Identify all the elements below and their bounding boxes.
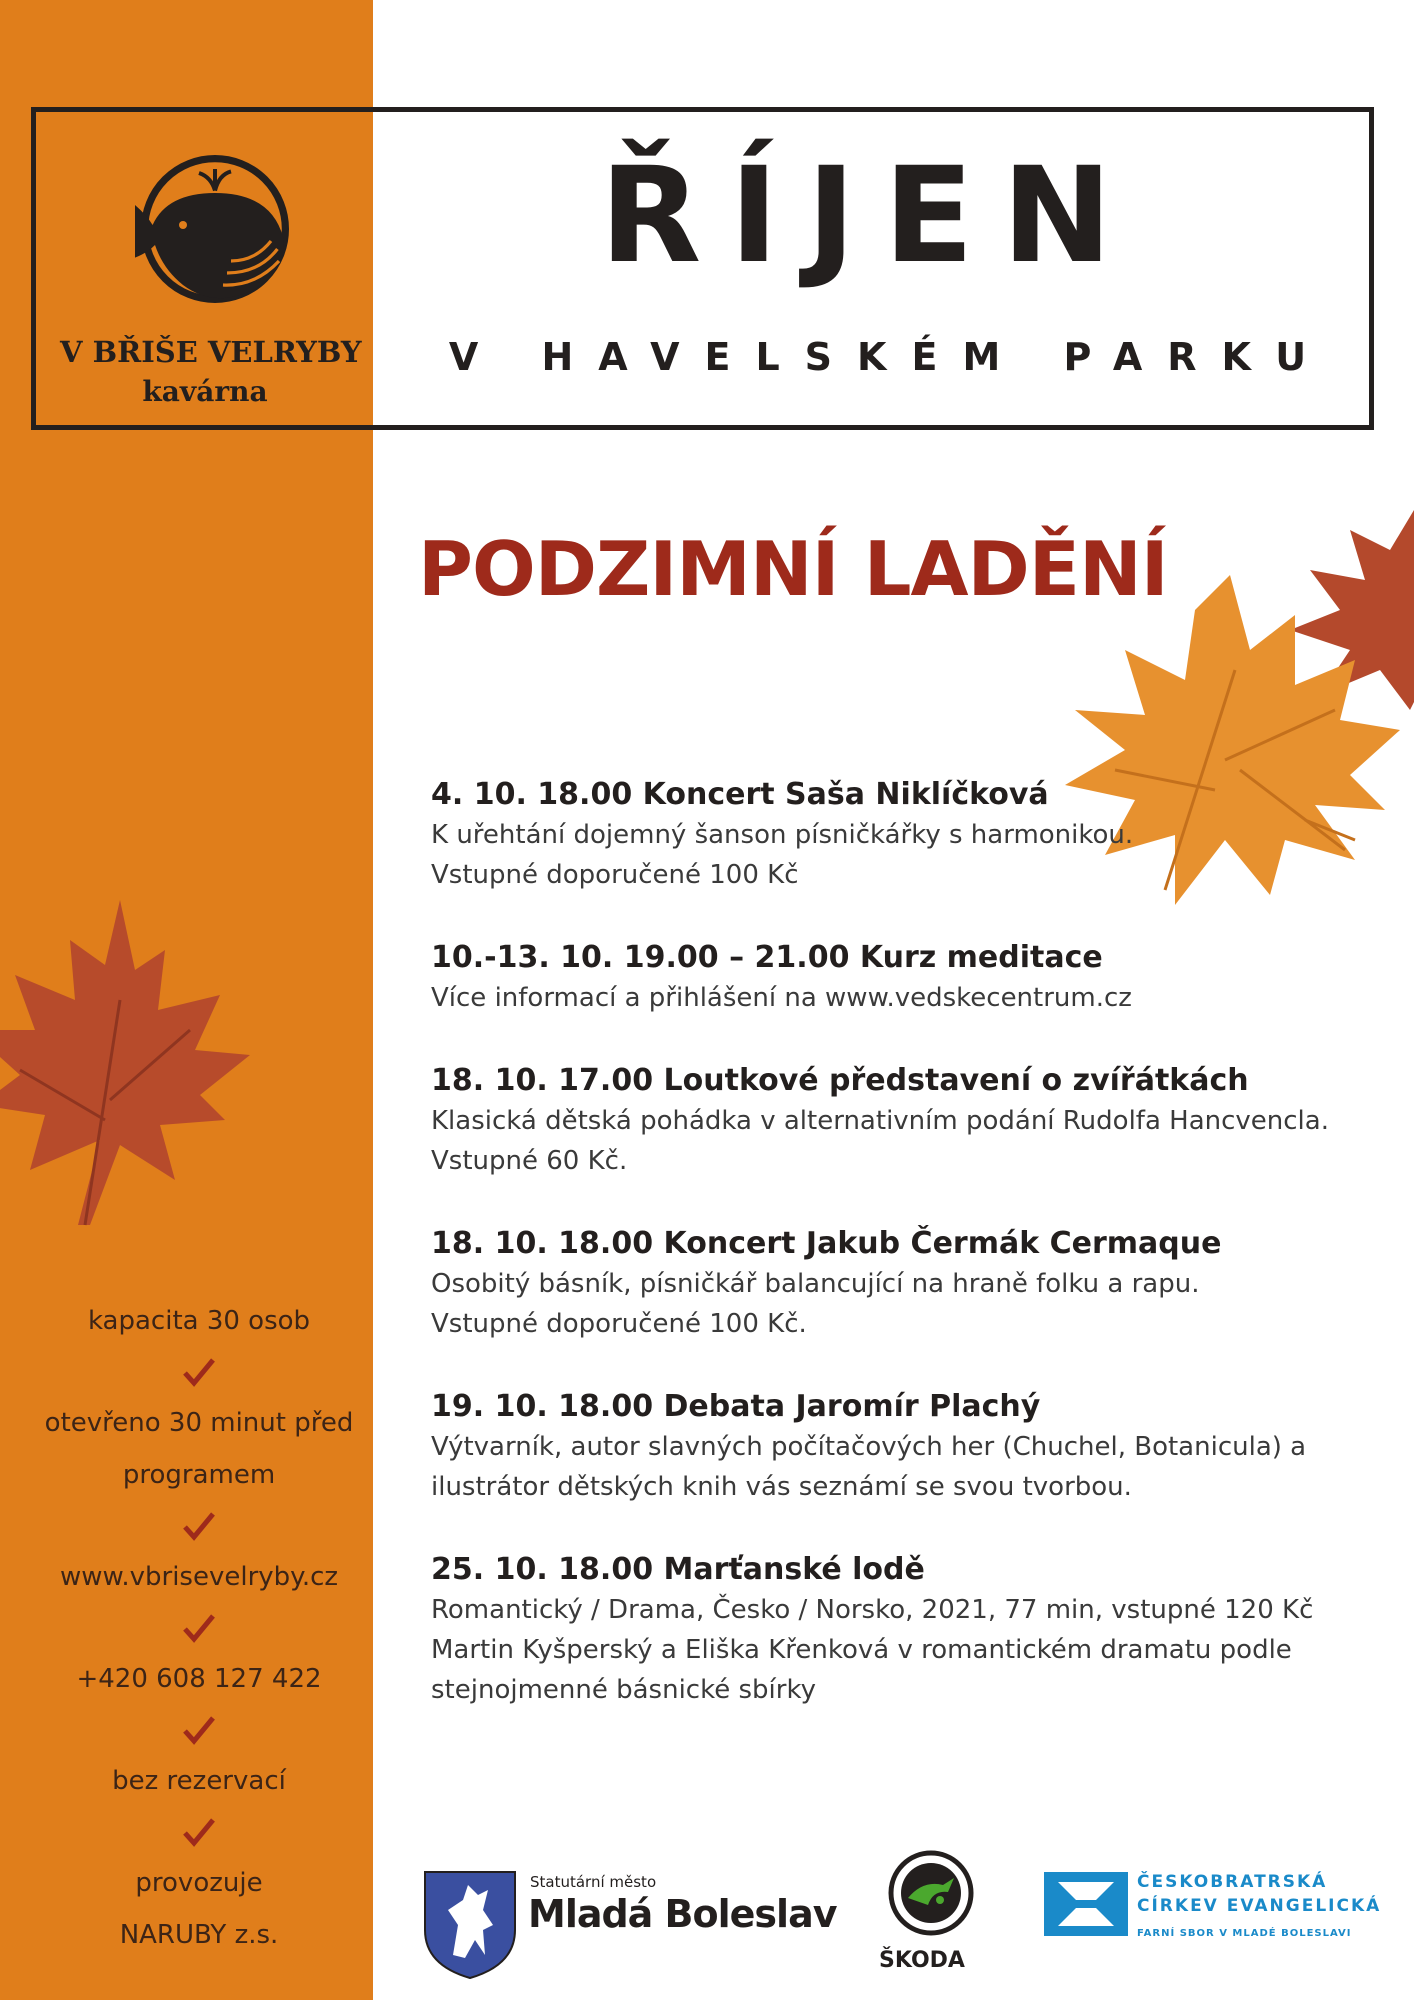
church-parish: FARNÍ SBOR V MLADÉ BOLESLAVI xyxy=(1137,1928,1352,1939)
event-description: Romantický / Drama, Česko / Norsko, 2021, 77 min, vstupné 120 Kč xyxy=(431,1595,1314,1625)
opening-text: otevřeno 30 minut před xyxy=(44,1408,354,1438)
event-title: 18. 10. 18.00 Koncert Jakub Čermák Cermaque xyxy=(431,1226,1222,1261)
event-description: stejnojmenné básnické sbírky xyxy=(431,1675,816,1705)
city-name: Mladá Boleslav xyxy=(528,1892,837,1936)
event-list xyxy=(431,775,1391,1753)
maple-leaf-left-icon xyxy=(0,880,290,1240)
event-title: 4. 10. 18.00 Koncert Saša Niklíčková xyxy=(431,777,1049,812)
check-icon xyxy=(0,1347,398,1397)
operator-name: NARUBY z.s. xyxy=(119,1920,279,1950)
event-description: ilustrátor dětských knih vás seznámí se svou tvorbou. xyxy=(431,1472,1132,1502)
cafe-subtitle: kavárna xyxy=(142,375,268,408)
place-subtitle: V HAVELSKÉM PARKU xyxy=(448,335,1332,379)
sponsor-logos xyxy=(420,1850,1400,1980)
check-icon xyxy=(0,1807,398,1857)
event-item xyxy=(431,938,1391,1018)
skoda-label: ŠKODA xyxy=(879,1948,965,1973)
check-icon xyxy=(0,1603,398,1653)
event-title: 19. 10. 18.00 Debata Jaromír Plachý xyxy=(431,1389,1041,1424)
event-price: Vstupné doporučené 100 Kč xyxy=(431,860,799,890)
church-name-line1: ČESKOBRATRSKÁ xyxy=(1137,1872,1328,1892)
opening-text-2: programem xyxy=(122,1460,276,1490)
church-name-line2: CÍRKEV EVANGELICKÁ xyxy=(1137,1896,1382,1916)
info-panel xyxy=(0,1295,398,1961)
event-item xyxy=(431,1550,1391,1710)
event-item xyxy=(431,775,1391,895)
event-title: 18. 10. 17.00 Loutkové představení o zvířátkách xyxy=(431,1063,1249,1098)
event-description: Výtvarník, autor slavných počítačových her (Chuchel, Botanicula) a xyxy=(431,1432,1307,1462)
event-item xyxy=(431,1387,1391,1507)
event-title: 10.-13. 10. 19.00 – 21.00 Kurz meditace xyxy=(431,940,1103,975)
check-icon xyxy=(0,1501,398,1551)
event-description: Martin Kyšperský a Eliška Křenková v romantickém dramatu podle xyxy=(431,1635,1292,1665)
website-link[interactable]: www.vbrisevelryby.cz xyxy=(59,1562,339,1592)
event-title: 25. 10. 18.00 Marťanské lodě xyxy=(431,1552,925,1587)
event-price: Vstupné doporučené 100 Kč. xyxy=(431,1309,807,1339)
whale-icon xyxy=(135,135,295,315)
event-description: Osobitý básník, písničkář balancující na hraně folku a rapu. xyxy=(431,1269,1200,1299)
cafe-logo xyxy=(60,130,360,420)
cafe-name: V BŘIŠE VELRYBY xyxy=(60,335,362,369)
check-icon xyxy=(0,1705,398,1755)
event-description: Více informací a přihlášení na www.vedskecentrum.cz xyxy=(431,983,1132,1013)
capacity-text: kapacita 30 osob xyxy=(87,1306,311,1336)
month-title: ŘÍJEN xyxy=(599,139,1141,293)
event-price: Vstupné 60 Kč. xyxy=(431,1146,628,1176)
skoda-logo-icon xyxy=(888,1850,974,1936)
phone-number[interactable]: +420 608 127 422 xyxy=(76,1664,322,1694)
event-item xyxy=(431,1061,1391,1181)
city-crest-icon xyxy=(423,1870,517,1980)
city-label: Statutární město xyxy=(530,1873,657,1891)
event-description: Klasická dětská pohádka v alternativním podání Rudolfa Hancvencla. xyxy=(431,1106,1329,1136)
church-logo-icon xyxy=(1044,1872,1128,1936)
event-description: K uřehtání dojemný šanson písničkářky s harmonikou. xyxy=(431,820,1134,850)
event-item xyxy=(431,1224,1391,1344)
reservation-text: bez rezervací xyxy=(112,1766,286,1796)
operator-text: provozuje xyxy=(135,1868,263,1898)
event-series-title: PODZIMNÍ LADĚNÍ xyxy=(418,525,1168,613)
